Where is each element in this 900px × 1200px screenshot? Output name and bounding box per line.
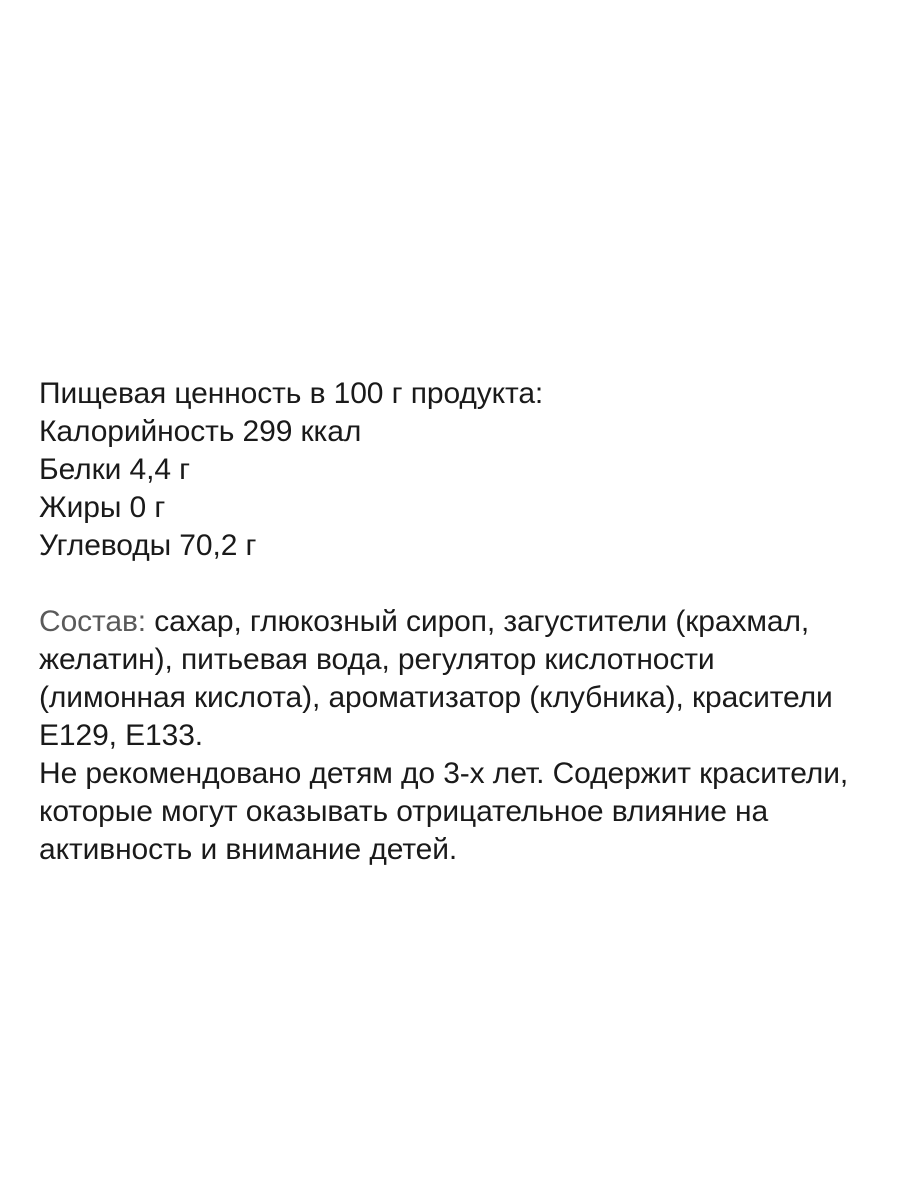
nutrition-heading: Пищевая ценность в 100 г продукта: — [39, 377, 544, 410]
section-spacer — [39, 565, 869, 603]
nutrition-facts — [39, 375, 869, 565]
fat-line: Жиры 0 г — [39, 491, 166, 524]
composition-label: Состав: — [39, 605, 147, 638]
calories-line: Калорийность 299 ккал — [39, 415, 362, 448]
composition-paragraph — [39, 603, 869, 755]
protein-line: Белки 4,4 г — [39, 453, 190, 486]
carbs-line: Углеводы 70,2 г — [39, 529, 257, 562]
warning-paragraph: Не рекомендовано детям до 3-х лет. Содержит красители, которые могут оказывать отрицательное влияние на активность и внимание детей. — [39, 757, 849, 866]
product-info-document — [39, 375, 869, 869]
composition-text: сахар, глюкозный сироп, загустители (крахмал, желатин), питьевая вода, регулятор кислотности (лимонная кислота), ароматизатор (клубника), красители Е129, Е133. — [39, 605, 833, 752]
